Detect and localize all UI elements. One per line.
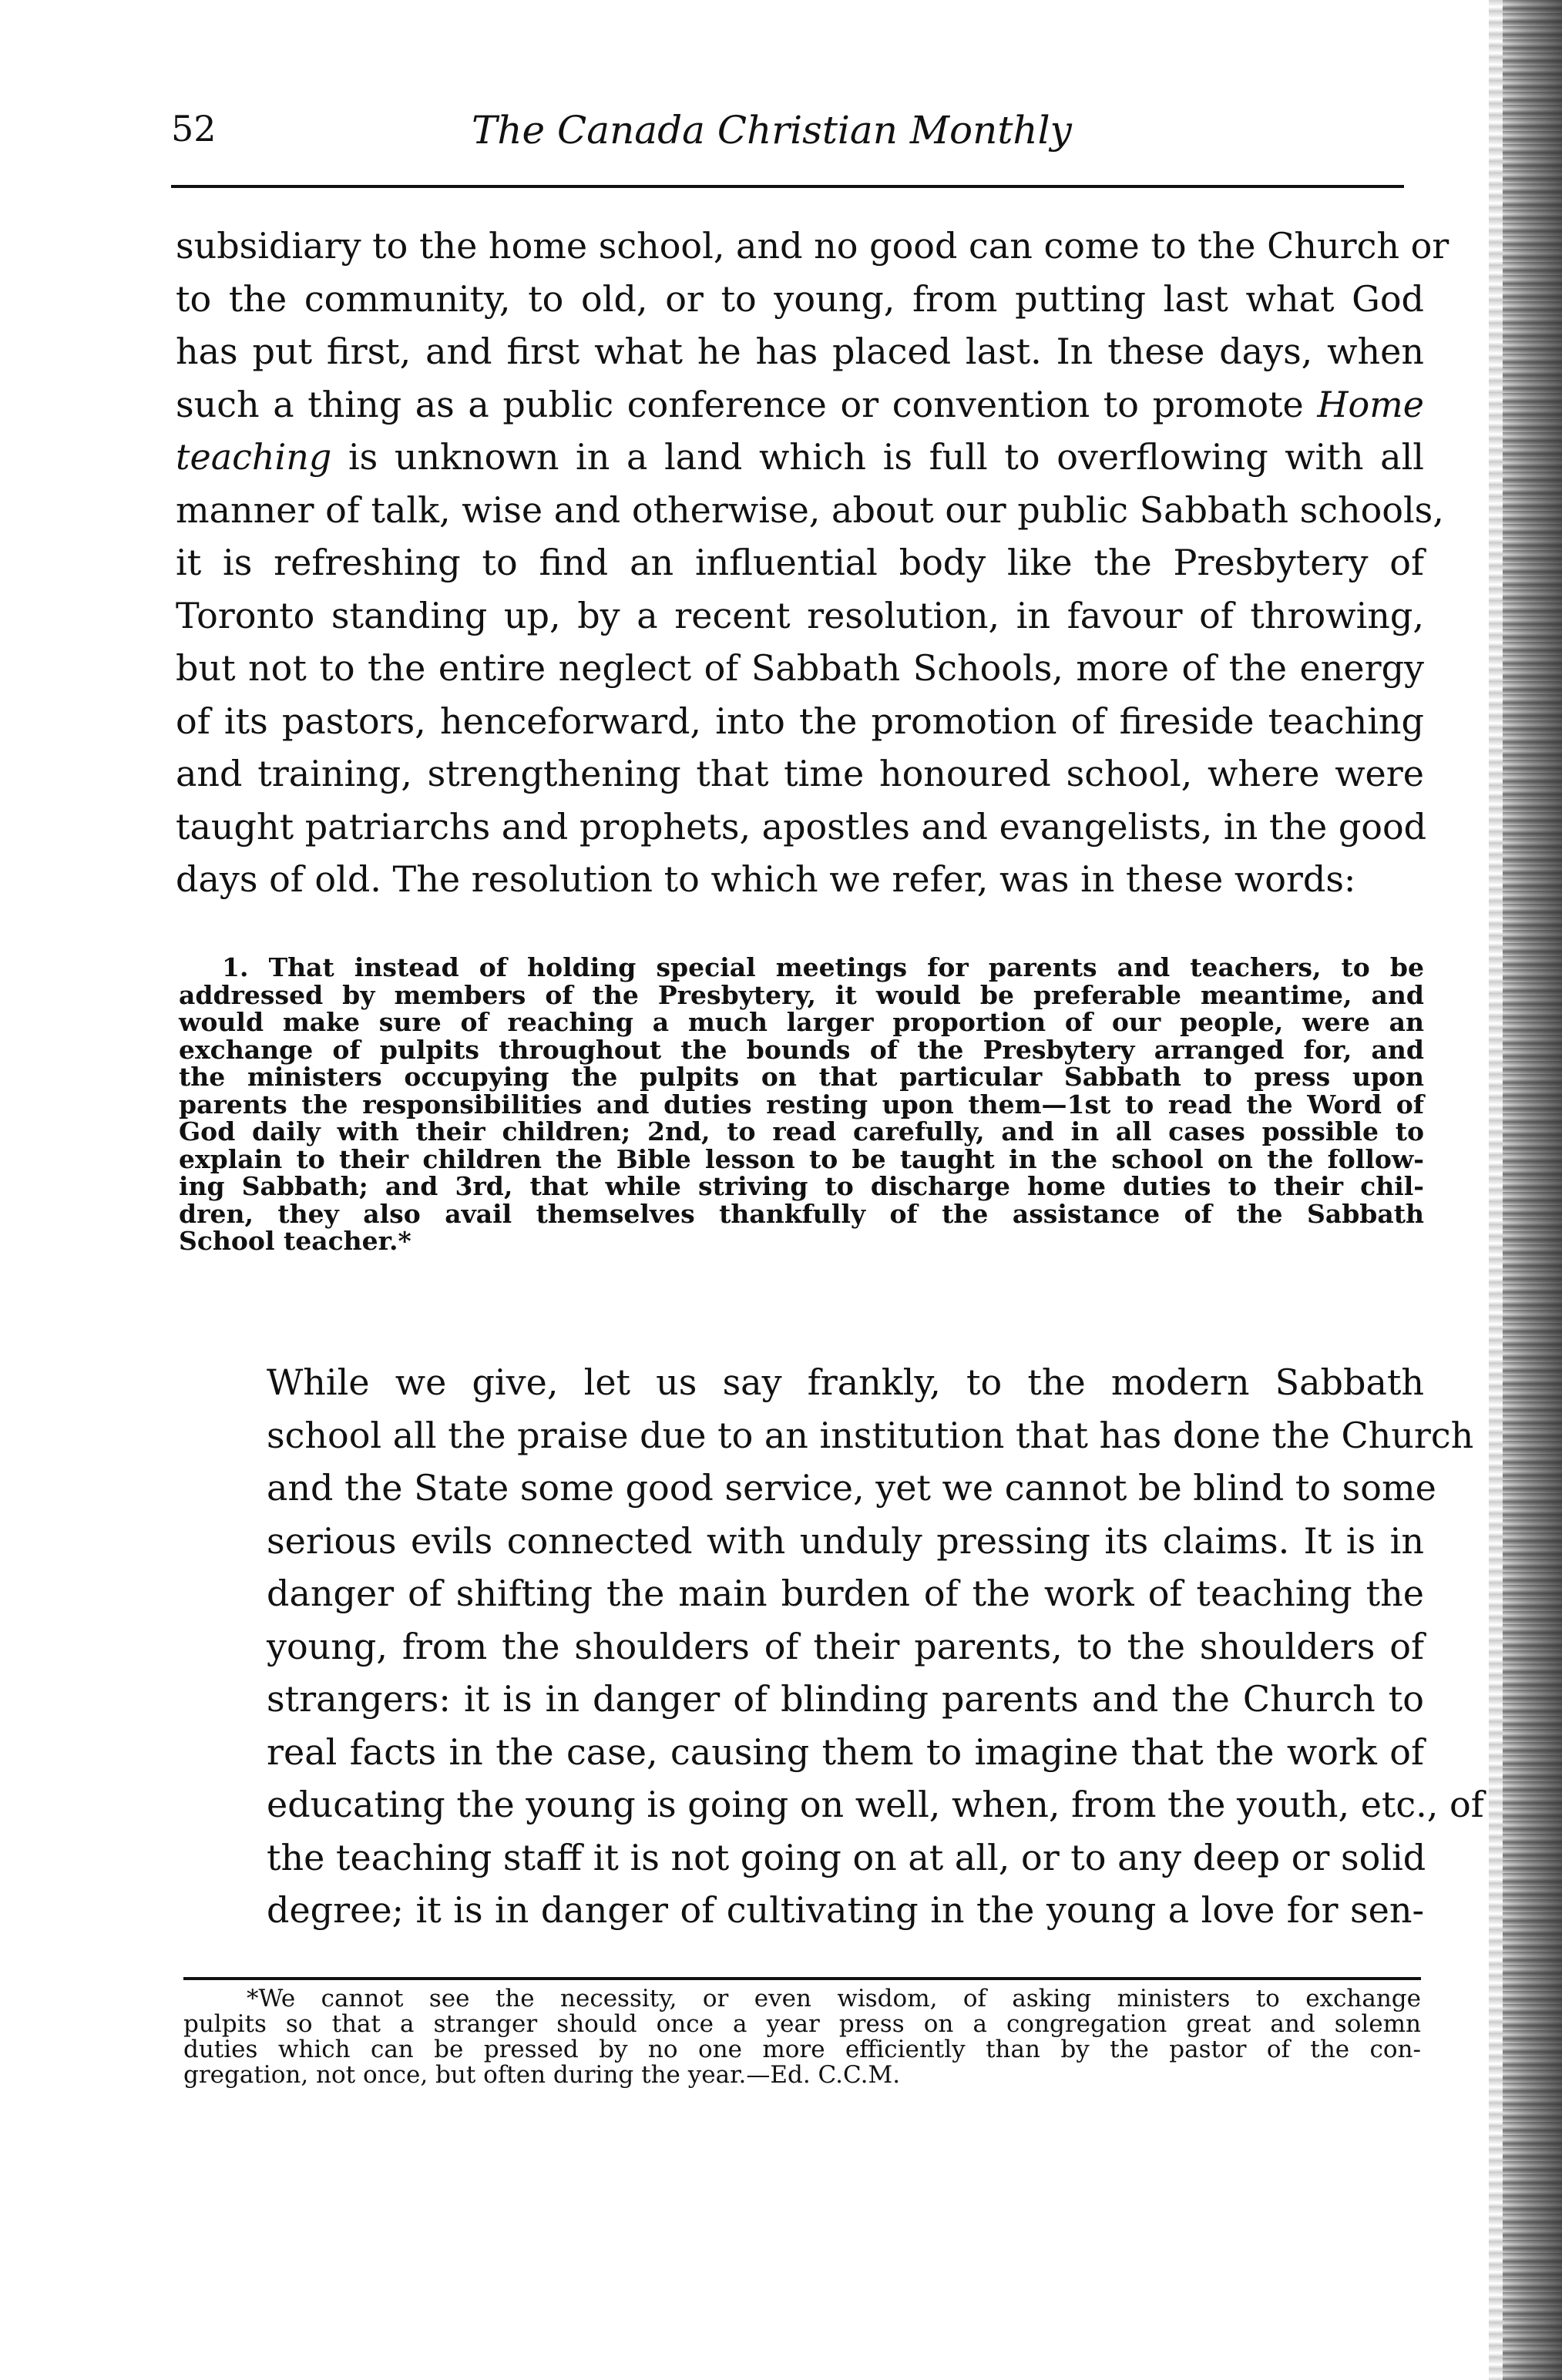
text-line: of its pastors, henceforward, into the promotion of fireside teaching: [176, 700, 1424, 742]
quote-line: God daily with their children; 2nd, to read carefully, and in all cases possible to: [179, 1116, 1424, 1146]
text-line: to the community, to old, or to young, from putting last what God: [176, 277, 1424, 320]
text-line: educating the young is going on well, when, from the youth, etc., of: [267, 1784, 1484, 1825]
text-line: school all the praise due to an institution that has done the Church: [267, 1414, 1474, 1456]
text-line: strangers: it is in danger of blinding parents and the Church to: [267, 1678, 1424, 1720]
quote-line: addressed by members of the Presbytery, it would be preferable meantime, and: [179, 979, 1424, 1010]
text-line: Toronto standing up, by a recent resolution, in favour of throwing,: [176, 594, 1424, 636]
footnote-line: duties which can be pressed by no one more efficiently than by the pastor of the con-: [183, 2036, 1421, 2063]
text-line: the teaching staff it is not going on at all, or to any deep or solid: [267, 1836, 1426, 1878]
binding-edge: [1503, 0, 1562, 2380]
text-line: young, from the shoulders of their parents, to the shoulders of: [267, 1625, 1424, 1667]
quote-line: explain to their children the Bible lesson to be taught in the school on the follow-: [179, 1143, 1424, 1174]
quote-line: would make sure of reaching a much larger proportion of our people, were an: [179, 1007, 1424, 1037]
italic-word: teaching: [176, 436, 332, 478]
text-line: danger of shifting the main burden of the work of teaching the: [267, 1573, 1424, 1614]
quote-line: ing Sabbath; and 3rd, that while striving to discharge home duties to their chil-: [179, 1171, 1424, 1201]
footnote-line: gregation, not once, but often during the year.—Ed. C.C.M.: [183, 2061, 901, 2089]
text-line: has put first, and first what he has placed last. In these days, when: [176, 331, 1424, 372]
text-line: subsidiary to the home school, and no good can come to the Church or: [176, 225, 1449, 267]
quote-line: dren, they also avail themselves thankfully of the assistance of the Sabbath: [179, 1198, 1424, 1229]
text-line-with-italic: [176, 431, 1424, 484]
text-line: taught patriarchs and prophets, apostles and evangelists, in the good: [176, 805, 1427, 848]
text-line: it is refreshing to find an influential body like the Presbytery of: [176, 542, 1424, 583]
header-rule: [171, 185, 1404, 188]
text-fragment: such a thing as a public conference or convention to promote: [176, 383, 1318, 425]
quote-line: 1. That instead of holding special meetings for parents and teachers, to be: [222, 952, 1424, 982]
text-line: serious evils connected with unduly pressing its claims. It is in: [267, 1519, 1424, 1562]
text-line: degree; it is in danger of cultivating in the young a love for sen-: [267, 1889, 1424, 1931]
paragraph-1: [176, 220, 1449, 906]
footnote-rule: [183, 1977, 1421, 1980]
footnote-line: pulpits so that a stranger should once a year press on a congregation great and solemn: [183, 2010, 1421, 2038]
paragraph-2: [176, 1356, 1484, 1937]
text-line: While we give, let us say frankly, to the modern Sabbath: [267, 1361, 1424, 1403]
quote-line: the ministers occupying the pulpits on that particular Sabbath to press upon: [179, 1062, 1424, 1092]
resolution-quote: [179, 954, 1424, 1255]
quote-line: parents the responsibilities and duties resting upon them—1st to read the Word of: [179, 1089, 1424, 1120]
quote-line: exchange of pulpits throughout the bounds of the Presbytery arranged for, and: [179, 1034, 1424, 1065]
text-line-with-italic: [176, 378, 1424, 431]
text-fragment: is unknown in a land which is full to overflowing with all: [331, 436, 1424, 478]
running-title: The Canada Christian Monthly: [472, 108, 1072, 153]
text-line: manner of talk, wise and otherwise, about our public Sabbath schools,: [176, 488, 1444, 531]
text-line: and the State some good service, yet we cannot be blind to some: [267, 1467, 1436, 1509]
quote-line: School teacher.*: [179, 1226, 411, 1256]
text-line: and training, strengthening that time honoured school, where were: [176, 753, 1424, 794]
page-number: 52: [171, 108, 217, 149]
running-header: [171, 108, 1404, 162]
text-line: days of old. The resolution to which we refer, was in these words:: [176, 858, 1356, 900]
text-line: real facts in the case, causing them to imagine that the work of: [267, 1730, 1424, 1773]
text-line: but not to the entire neglect of Sabbath Schools, more of the energy: [176, 647, 1424, 689]
binding-shadow: [1489, 0, 1503, 2380]
footnote-line: *We cannot see the necessity, or even wisdom, of asking ministers to exchange: [247, 1985, 1421, 2012]
italic-word: Home: [1317, 383, 1424, 425]
footnote: [183, 1986, 1421, 2088]
